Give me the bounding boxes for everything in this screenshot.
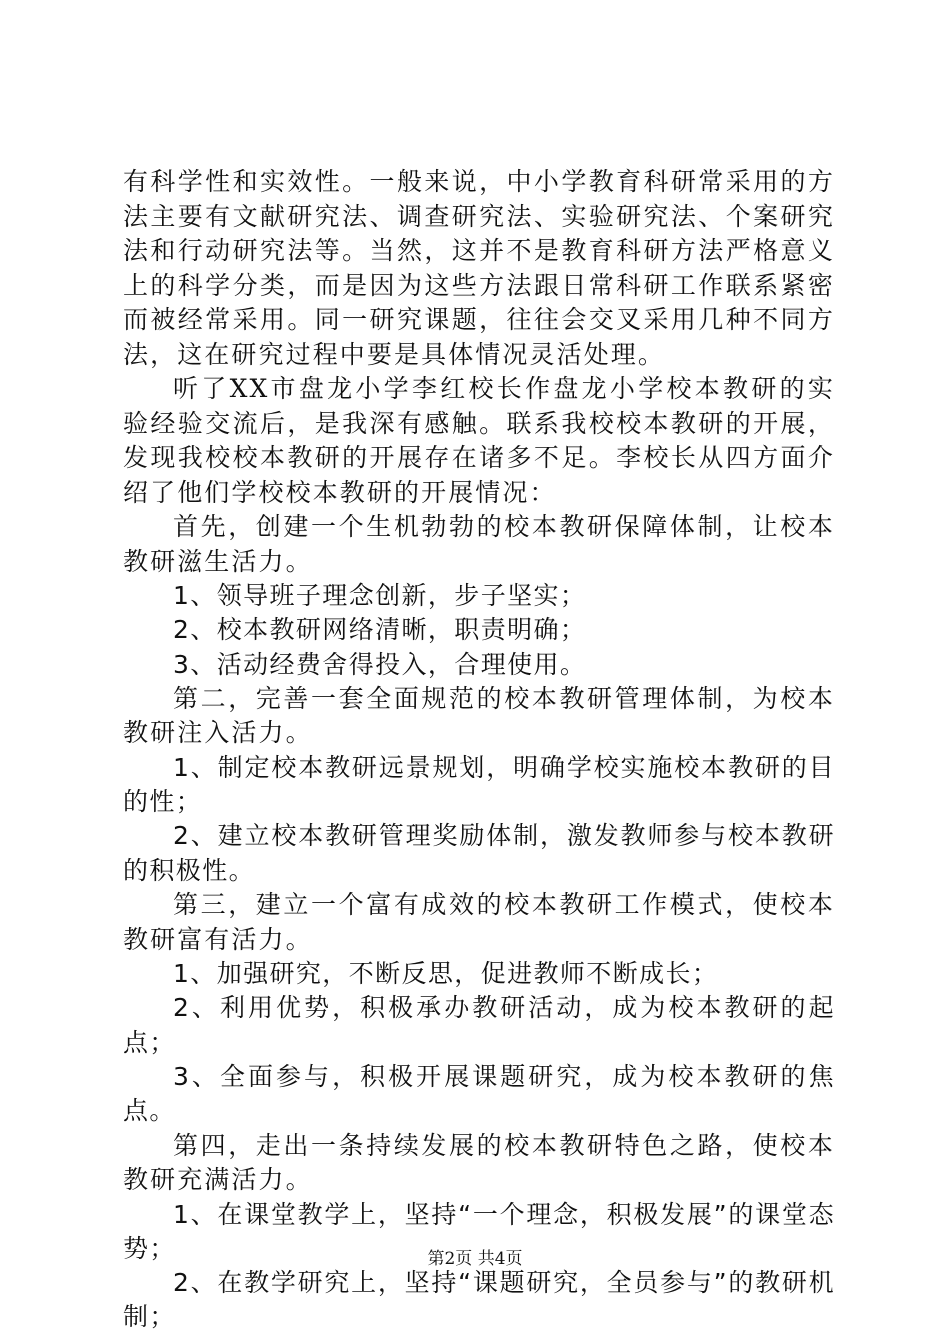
page-footer: 第2页 共4页	[427, 1249, 523, 1269]
list-item: 2、建立校本教研管理奖励体制，激发教师参与校本教研的积极性。	[123, 821, 835, 885]
list-item: 2、利用优势，积极承办教研活动，成为校本教研的起点；	[123, 993, 835, 1057]
list-item: 1、领导班子理念创新，步子坚实；	[173, 581, 587, 610]
paragraph: 有科学性和实效性。一般来说，中小学教育科研常采用的方法主要有文献研究法、调查研究法、实验研究法、个案研究法和行动研究法等。当然，这并不是教育科研方法严格意义上的科学分类，而是因为这些方法跟日常科研工作联系紧密而被经常采用。同一研究课题，往往会交叉采用几种不同方法，这在研究过程中要是具体情况灵活处理。	[123, 167, 835, 369]
list-item: 2、在教学研究上，坚持“课题研究，全员参与”的教研机制；	[123, 1268, 835, 1332]
list-item: 2、校本教研网络清晰，职责明确；	[173, 615, 587, 645]
list-item: 1、在课堂教学上，坚持“一个理念，积极发展”的课堂态势；	[123, 1199, 835, 1263]
paragraph: 听了XX市盘龙小学李红校长作盘龙小学校本教研的实验经验交流后，是我深有感触。联系我校校本教研的开展，发现我校校本教研的开展存在诸多不足。李校长从四方面介绍了他们学校校本教研的开展情况：	[123, 374, 835, 507]
list-item: 1、制定校本教研远景规划，明确学校实施校本教研的目的性；	[123, 752, 835, 817]
paragraph: 第三，建立一个富有成效的校本教研工作模式，使校本教研富有活力。	[123, 890, 835, 954]
paragraph: 首先，创建一个生机勃勃的校本教研保障体制，让校本教研滋生活力。	[123, 512, 835, 576]
list-item: 1、加强研究，不断反思，促进教师不断成长；	[173, 959, 719, 989]
paragraph: 第四，走出一条持续发展的校本教研特色之路，使校本教研充满活力。	[123, 1130, 835, 1195]
paragraph: 第二，完善一套全面规范的校本教研管理体制，为校本教研注入活力。	[123, 683, 835, 748]
document-body	[123, 165, 835, 1335]
list-item: 3、全面参与，积极开展课题研究，成为校本教研的焦点。	[123, 1061, 835, 1126]
list-item: 3、活动经费舍得投入，合理使用。	[173, 649, 587, 679]
